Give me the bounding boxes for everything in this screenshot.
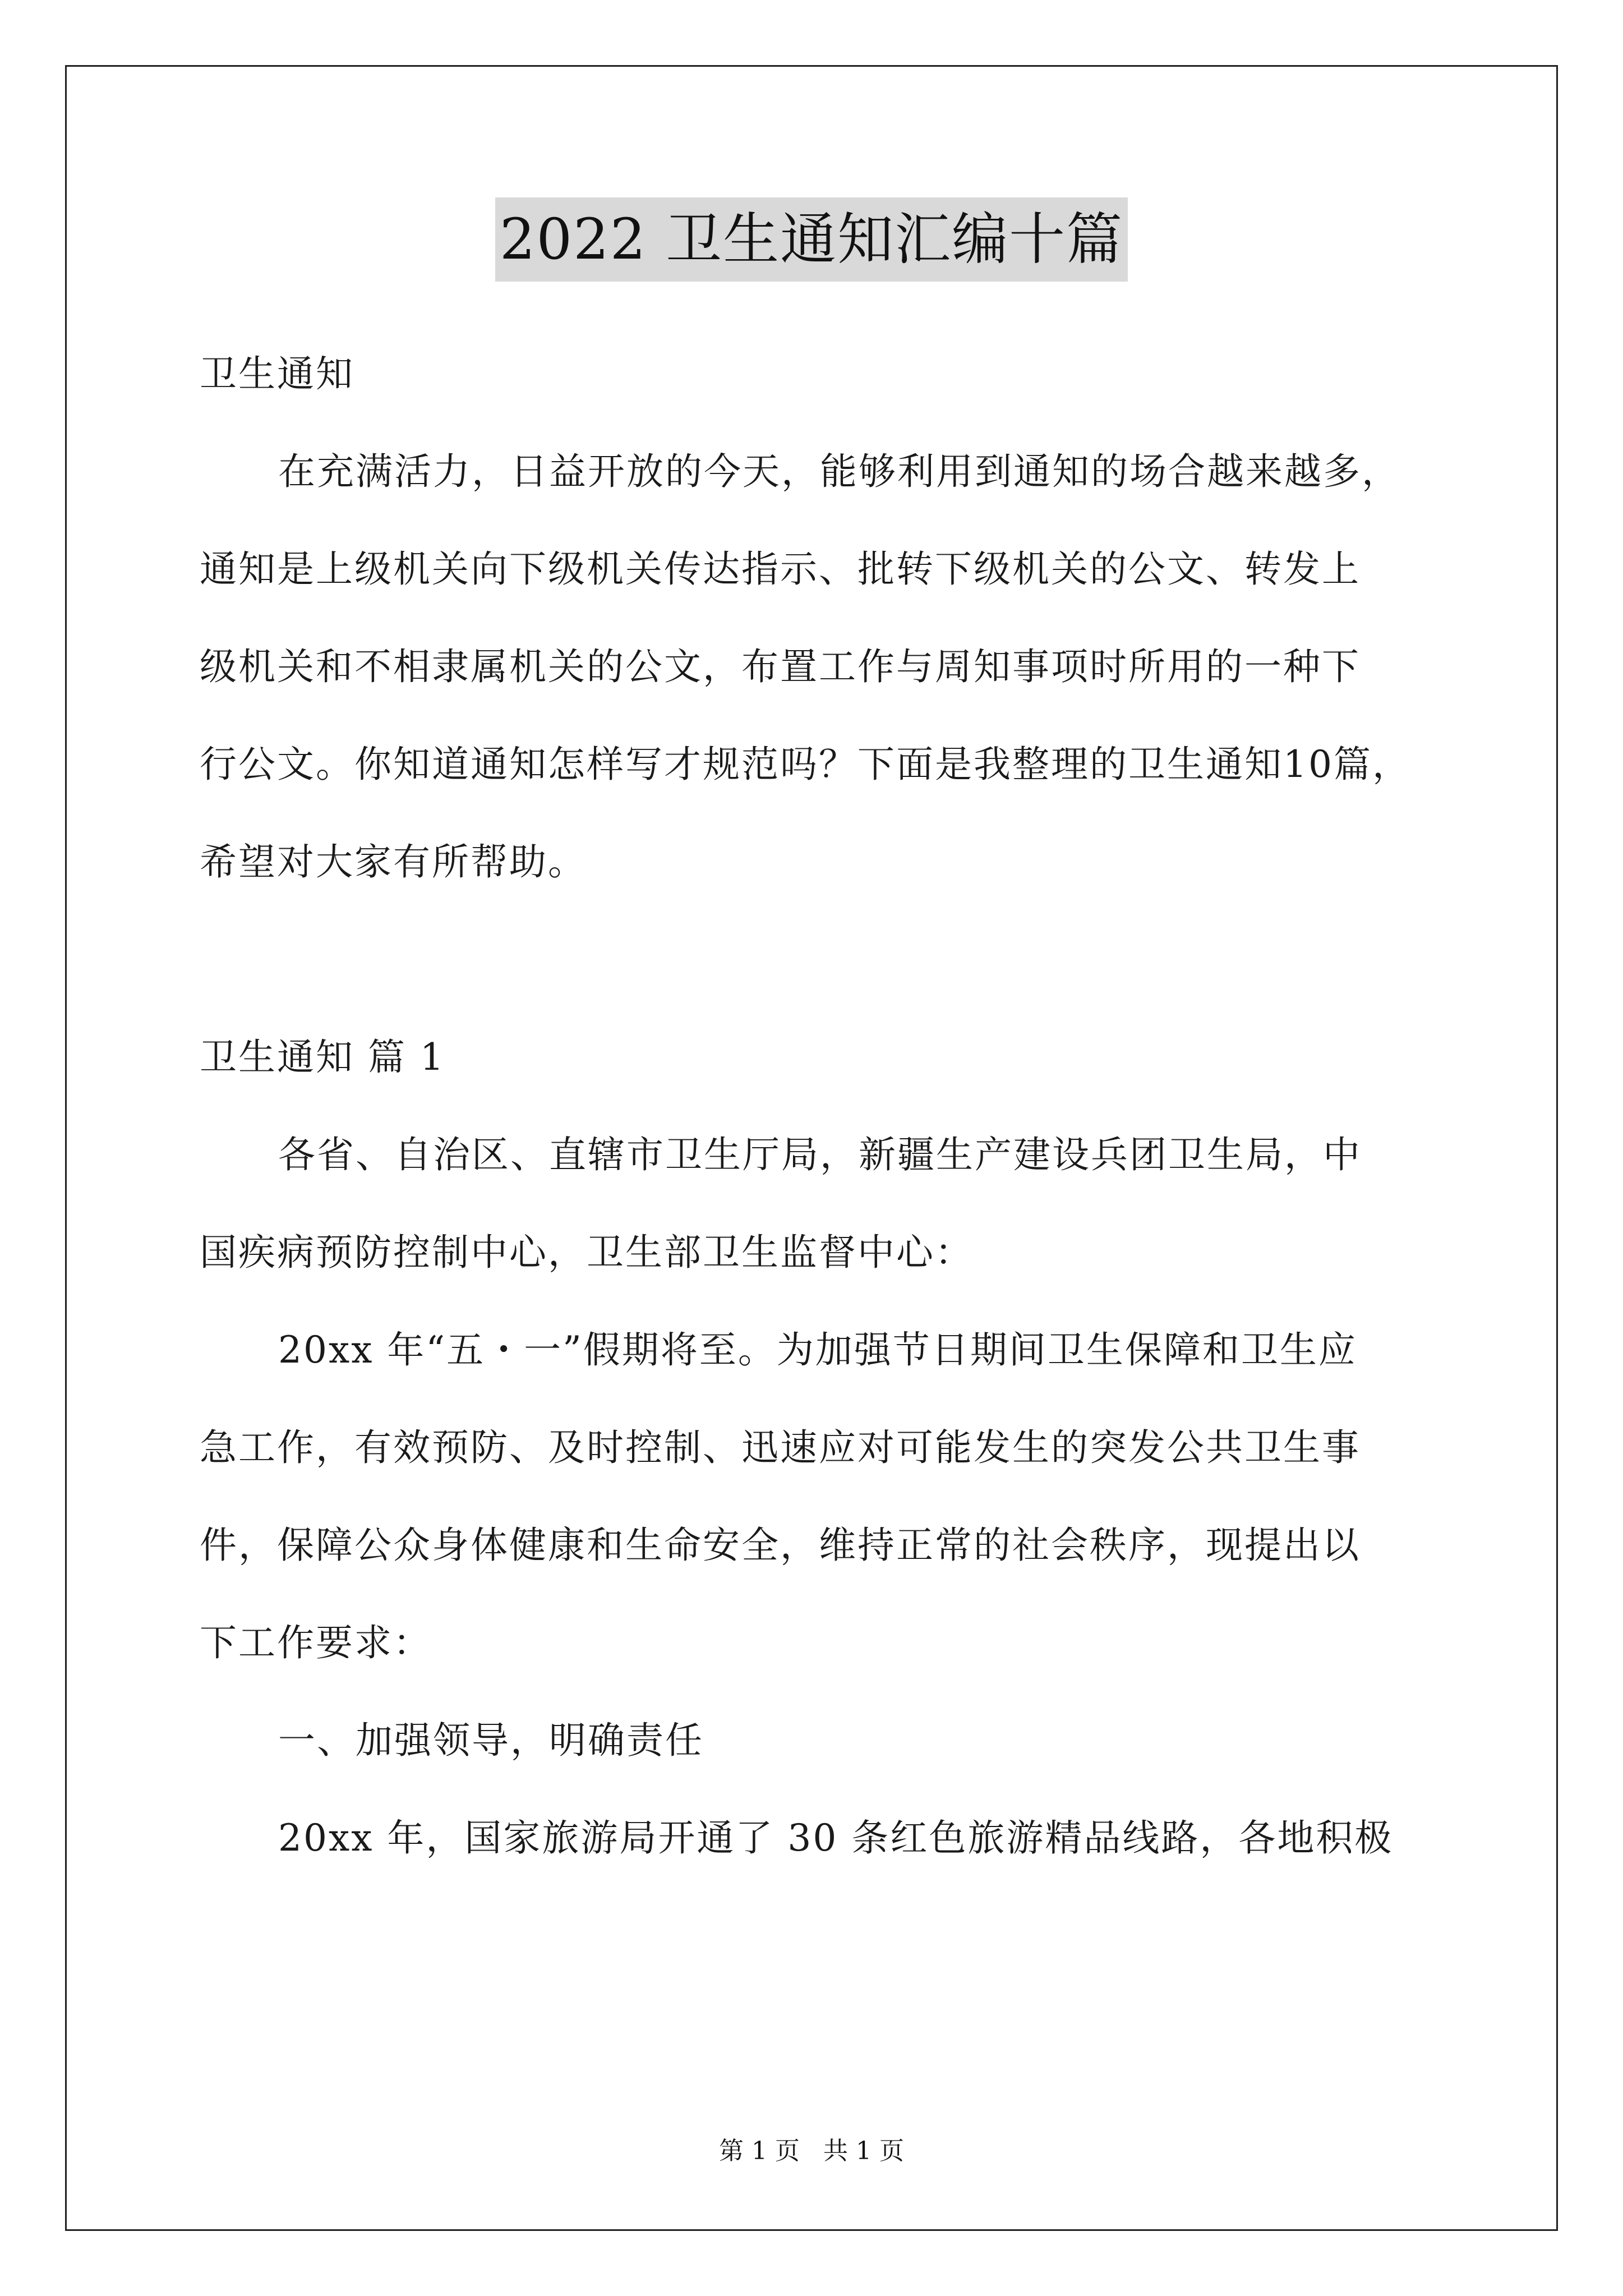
paragraph-line: 件，保障公众身体健康和生命安全，维持正常的社会秩序，现提出以 [200,1524,1361,1567]
paragraph-line: 下工作要求： [200,1621,432,1664]
section-heading: 卫生通知 [200,352,354,395]
document-title: 2022 卫生通知汇编十篇 [495,197,1128,282]
paragraph-line: 在充满活力，日益开放的今天，能够利用到通知的场合越来越多， [278,450,1400,493]
paragraph-line: 20xx 年，国家旅游局开通了 30 条红色旅游精品线路，各地积极 [278,1816,1394,1860]
paragraph-line: 级机关和不相隶属机关的公文，布置工作与周知事项时所用的一种下 [200,645,1361,688]
paragraph-line: 各省、自治区、直辖市卫生厅局，新疆生产建设兵团卫生局，中 [278,1133,1362,1176]
title-container [0,197,1623,282]
document-body [200,338,1433,1899]
paragraph-line: 20xx 年“五・一”假期将至。为加强节日期间卫生保障和卫生应 [278,1328,1357,1372]
page-total: 共 1 页 [823,2137,904,2165]
paragraph-line: 国疾病预防控制中心，卫生部卫生监督中心： [200,1231,974,1274]
page-footer [0,2134,1623,2168]
section-gap [200,923,1433,1021]
section-heading: 卫生通知 篇 1 [200,1036,445,1079]
page-number: 第 1 页 [719,2137,800,2165]
subheading-line: 一、加强领导，明确责任 [278,1719,704,1762]
paragraph-line: 急工作，有效预防、及时控制、迅速应对可能发生的突发公共卫生事 [200,1426,1361,1469]
paragraph-line: 行公文。你知道通知怎样写才规范吗？下面是我整理的卫生通知10篇， [200,743,1411,786]
paragraph-line: 通知是上级机关向下级机关传达指示、批转下级机关的公文、转发上 [200,547,1361,591]
paragraph-line: 希望对大家有所帮助。 [200,840,587,884]
